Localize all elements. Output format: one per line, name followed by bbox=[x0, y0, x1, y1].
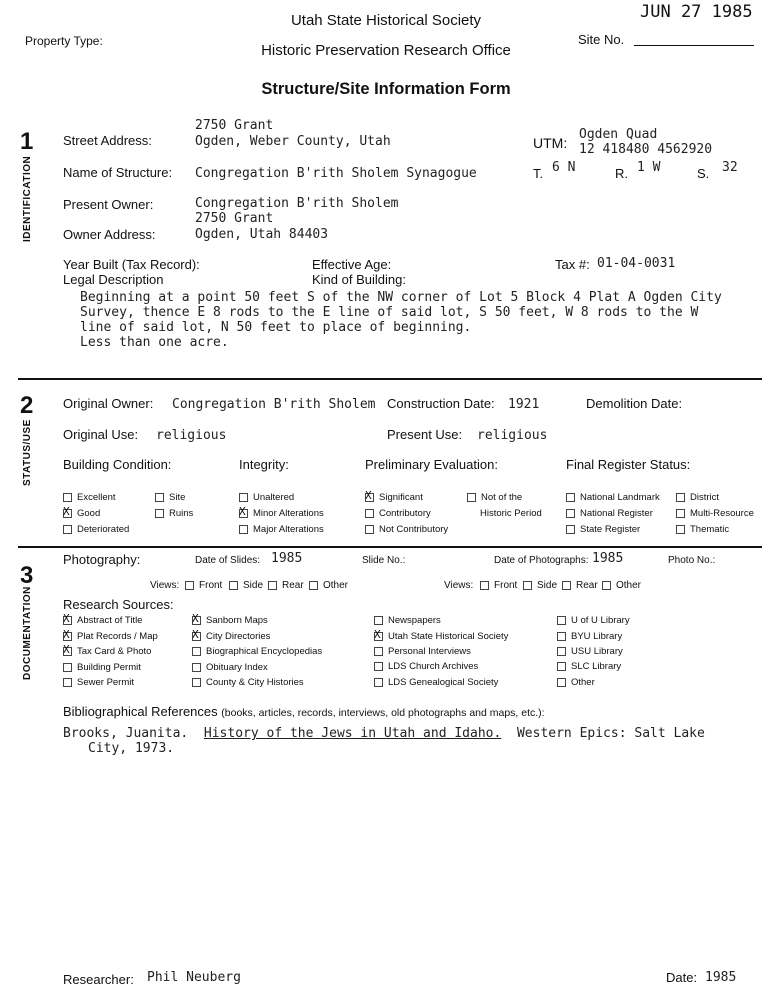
source-option[interactable]: U of U Library bbox=[557, 615, 630, 626]
original-use-label: Original Use: bbox=[63, 427, 139, 442]
legal-description-line: Beginning at a point 50 feet S of the NW corner of Lot 5 Block 4 Plat A Ogden City bbox=[80, 290, 722, 305]
source-option[interactable]: XSanborn Maps bbox=[192, 615, 268, 626]
checkbox[interactable] bbox=[309, 581, 318, 590]
checkbox[interactable] bbox=[63, 525, 72, 534]
status-use-label: STATUS/USE bbox=[22, 419, 33, 486]
checkbox[interactable] bbox=[602, 581, 611, 590]
source-option[interactable]: Obituary Index bbox=[192, 662, 268, 673]
register-state-register-option[interactable]: State Register bbox=[566, 524, 640, 535]
prelim-significant-option[interactable]: XSignificant bbox=[365, 492, 423, 503]
checkbox[interactable] bbox=[566, 493, 575, 502]
checkbox[interactable] bbox=[239, 493, 248, 502]
source-option[interactable]: XUtah State Historical Society bbox=[374, 631, 508, 642]
street-line-1: 2750 Grant bbox=[195, 118, 274, 133]
checkbox[interactable] bbox=[192, 663, 201, 672]
checkbox[interactable] bbox=[374, 678, 383, 687]
structure-name-value: Congregation B'rith Sholem Synagogue bbox=[195, 166, 477, 181]
year-built-label: Year Built (Tax Record): bbox=[63, 257, 200, 272]
date-of-slides-value: 1985 bbox=[271, 551, 303, 566]
original-owner-label: Original Owner: bbox=[63, 396, 154, 411]
preliminary-evaluation-label: Preliminary Evaluation: bbox=[365, 457, 498, 472]
source-option[interactable]: Biographical Encyclopedias bbox=[192, 646, 322, 657]
footer-date-label: Date: bbox=[666, 970, 698, 985]
checkbox[interactable] bbox=[192, 678, 201, 687]
slides-view-rear-option[interactable]: Rear bbox=[268, 580, 304, 591]
checkbox[interactable] bbox=[374, 662, 383, 671]
condition-ruins-option[interactable]: Ruins bbox=[155, 508, 193, 519]
township-label: T. bbox=[533, 166, 544, 181]
office-name: Historic Preservation Research Office bbox=[261, 42, 511, 59]
slides-view-other-option[interactable]: Other bbox=[309, 580, 348, 591]
building-condition-label: Building Condition: bbox=[63, 457, 172, 472]
integrity-label: Integrity: bbox=[239, 457, 289, 472]
date-of-photographs-value: 1985 bbox=[592, 551, 624, 566]
legal-description-line: Survey, thence E 8 rods to the E line of said lot, S 50 feet, W 8 rods to the W bbox=[80, 305, 699, 320]
photos-view-front-option[interactable]: Front bbox=[480, 580, 517, 591]
original-owner-value: Congregation B'rith Sholem bbox=[172, 397, 376, 412]
checkbox[interactable] bbox=[557, 662, 566, 671]
checkbox[interactable] bbox=[268, 581, 277, 590]
biblio-label: Bibliographical References bbox=[63, 704, 218, 719]
checkbox[interactable] bbox=[676, 509, 685, 518]
checkbox-checked[interactable] bbox=[374, 632, 383, 641]
section-label: S. bbox=[697, 166, 710, 181]
final-register-status-label: Final Register Status: bbox=[566, 457, 691, 472]
source-option[interactable]: LDS Genealogical Society bbox=[374, 677, 498, 688]
utm-label: UTM: bbox=[533, 135, 568, 151]
checkbox[interactable] bbox=[557, 678, 566, 687]
range-value: 1 W bbox=[637, 160, 661, 175]
construction-date-label: Construction Date: bbox=[387, 396, 495, 411]
checkbox-checked[interactable] bbox=[192, 616, 201, 625]
source-option[interactable]: XTax Card & Photo bbox=[63, 646, 151, 657]
source-option[interactable]: Building Permit bbox=[63, 662, 141, 673]
photos-view-other-option[interactable]: Other bbox=[602, 580, 641, 591]
checkbox[interactable] bbox=[374, 647, 383, 656]
source-option[interactable]: Sewer Permit bbox=[63, 677, 134, 688]
checkbox[interactable] bbox=[676, 525, 685, 534]
source-option[interactable]: XAbstract of Title bbox=[63, 615, 142, 626]
owner-address-line-1: 2750 Grant bbox=[195, 211, 274, 226]
checkbox-checked[interactable] bbox=[365, 493, 374, 502]
prelim-not-contributory-option[interactable]: Not Contributory bbox=[365, 524, 448, 535]
checkbox[interactable] bbox=[155, 509, 164, 518]
present-use-label: Present Use: bbox=[387, 427, 463, 442]
section-divider bbox=[18, 378, 762, 380]
construction-date-value: 1921 bbox=[508, 397, 540, 412]
owner-address-line-2: Ogden, Utah 84403 bbox=[195, 227, 329, 242]
source-option[interactable]: LDS Church Archives bbox=[374, 661, 478, 672]
checkbox-checked[interactable] bbox=[239, 509, 248, 518]
photos-view-side-option[interactable]: Side bbox=[523, 580, 557, 591]
section-1-number: 1 bbox=[20, 128, 34, 155]
researcher-label: Researcher: bbox=[63, 972, 134, 987]
register-national-register-option[interactable]: National Register bbox=[566, 508, 653, 519]
prelim-contributory-option[interactable]: Contributory bbox=[365, 508, 431, 519]
bibliography-entry bbox=[63, 726, 705, 741]
integrity-minor-option[interactable]: XMinor Alterations bbox=[239, 508, 324, 519]
section-value: 32 bbox=[722, 160, 738, 175]
checkbox[interactable] bbox=[562, 581, 571, 590]
source-option[interactable]: XPlat Records / Map bbox=[63, 631, 158, 642]
checkbox[interactable] bbox=[229, 581, 238, 590]
tax-number-value: 01-04-0031 bbox=[597, 256, 676, 271]
source-option[interactable]: Personal Interviews bbox=[374, 646, 471, 657]
kind-of-building-label: Kind of Building: bbox=[312, 272, 406, 287]
present-owner-label: Present Owner: bbox=[63, 197, 154, 212]
biblio-title: History of the Jews in Utah and Idaho. bbox=[203, 726, 502, 741]
checkbox[interactable] bbox=[523, 581, 532, 590]
range-label: R. bbox=[615, 166, 628, 181]
source-option[interactable]: Newspapers bbox=[374, 615, 441, 626]
integrity-unaltered-option[interactable]: Unaltered bbox=[239, 492, 294, 503]
site-no-label: Site No. bbox=[578, 32, 625, 47]
photos-view-rear-option[interactable]: Rear bbox=[562, 580, 598, 591]
date-of-photographs-label: Date of Photographs: bbox=[494, 555, 589, 566]
checkbox-checked[interactable] bbox=[63, 647, 72, 656]
township-value: 6 N bbox=[552, 160, 576, 175]
checkbox[interactable] bbox=[63, 493, 72, 502]
checkbox[interactable] bbox=[365, 525, 374, 534]
property-type-label: Property Type: bbox=[25, 34, 103, 48]
checkbox[interactable] bbox=[557, 616, 566, 625]
legal-description-line: Less than one acre. bbox=[80, 335, 229, 350]
photography-label: Photography: bbox=[63, 552, 141, 567]
checkbox[interactable] bbox=[676, 493, 685, 502]
register-national-landmark-option[interactable]: National Landmark bbox=[566, 492, 660, 503]
identification-label: IDENTIFICATION bbox=[22, 155, 33, 242]
checkbox[interactable] bbox=[557, 647, 566, 656]
present-use-value: religious bbox=[477, 428, 548, 443]
checkbox[interactable] bbox=[63, 663, 72, 672]
form-title: Structure/Site Information Form bbox=[261, 80, 511, 98]
condition-good-option[interactable]: XGood bbox=[63, 508, 100, 519]
prelim-not-of-period-option[interactable]: Not of the bbox=[467, 492, 522, 503]
utm-quad: Ogden Quad bbox=[579, 127, 658, 142]
checkbox[interactable] bbox=[467, 493, 476, 502]
documentation-label: DOCUMENTATION bbox=[22, 586, 33, 680]
biblio-publisher: Western Epics: Salt Lake bbox=[516, 726, 705, 741]
biblio-note: (books, articles, records, interviews, old photographs and maps, etc.): bbox=[221, 707, 545, 719]
legal-description-label: Legal Description bbox=[63, 272, 164, 287]
source-option[interactable]: County & City Histories bbox=[192, 677, 304, 688]
legal-description-line: line of said lot, N 50 feet to place of beginning. bbox=[80, 320, 472, 335]
register-multi-resource-option[interactable]: Multi-Resource bbox=[676, 508, 754, 519]
owner-address-label: Owner Address: bbox=[63, 227, 156, 242]
checkbox-checked[interactable] bbox=[63, 616, 72, 625]
condition-deteriorated-option[interactable]: Deteriorated bbox=[63, 524, 129, 535]
checkbox[interactable] bbox=[239, 525, 248, 534]
source-option[interactable]: USU Library bbox=[557, 646, 623, 657]
checkbox[interactable] bbox=[155, 493, 164, 502]
utm-coordinates: 12 418480 4562920 bbox=[579, 142, 713, 157]
photos-views-label: Views: bbox=[444, 580, 474, 591]
effective-age-label: Effective Age: bbox=[312, 257, 392, 272]
structure-name-label: Name of Structure: bbox=[63, 165, 173, 180]
bibliography-entry-line-2: City, 1973. bbox=[88, 741, 175, 756]
present-owner-value: Congregation B'rith Sholem bbox=[195, 196, 399, 211]
checkbox-checked[interactable] bbox=[63, 509, 72, 518]
slides-view-side-option[interactable]: Side bbox=[229, 580, 263, 591]
street-line-2: Ogden, Weber County, Utah bbox=[195, 134, 391, 149]
street-address-label: Street Address: bbox=[63, 133, 152, 148]
section-divider bbox=[18, 546, 762, 548]
condition-excellent-option[interactable]: Excellent bbox=[63, 492, 116, 503]
checkbox[interactable] bbox=[192, 647, 201, 656]
tax-number-label: Tax #: bbox=[555, 257, 590, 272]
integrity-major-option[interactable]: Major Alterations bbox=[239, 524, 324, 535]
research-sources-label: Research Sources: bbox=[63, 597, 174, 612]
checkbox[interactable] bbox=[566, 525, 575, 534]
not-of-period-label-line-2: Historic Period bbox=[480, 508, 542, 519]
footer-date-value: 1985 bbox=[705, 970, 737, 985]
original-use-value: religious bbox=[156, 428, 227, 443]
demolition-date-label: Demolition Date: bbox=[586, 396, 683, 411]
checkbox[interactable] bbox=[63, 678, 72, 687]
slides-views-label: Views: bbox=[150, 580, 180, 591]
section-2-number: 2 bbox=[20, 392, 34, 419]
source-option[interactable]: BYU Library bbox=[557, 631, 622, 642]
photo-no-label: Photo No.: bbox=[668, 555, 716, 566]
checkbox-checked[interactable] bbox=[192, 632, 201, 641]
checkbox[interactable] bbox=[557, 632, 566, 641]
biblio-author: Brooks, Juanita. bbox=[63, 726, 189, 741]
register-district-option[interactable]: District bbox=[676, 492, 719, 503]
checkbox[interactable] bbox=[185, 581, 194, 590]
researcher-value: Phil Neuberg bbox=[147, 970, 241, 985]
condition-site-option[interactable]: Site bbox=[155, 492, 185, 503]
section-3-number: 3 bbox=[20, 562, 34, 589]
org-name: Utah State Historical Society bbox=[290, 12, 482, 29]
register-thematic-option[interactable]: Thematic bbox=[676, 524, 729, 535]
slides-view-front-option[interactable]: Front bbox=[185, 580, 222, 591]
checkbox[interactable] bbox=[480, 581, 489, 590]
source-option[interactable]: SLC Library bbox=[557, 661, 621, 672]
checkbox[interactable] bbox=[374, 616, 383, 625]
source-option[interactable]: XCity Directories bbox=[192, 631, 270, 642]
checkbox-checked[interactable] bbox=[63, 632, 72, 641]
date-of-slides-label: Date of Slides: bbox=[195, 555, 261, 566]
checkbox[interactable] bbox=[365, 509, 374, 518]
checkbox[interactable] bbox=[566, 509, 575, 518]
bibliographical-references-heading bbox=[63, 704, 545, 719]
received-date-stamp: JUN 27 1985 bbox=[640, 2, 753, 22]
slide-no-label: Slide No.: bbox=[362, 555, 406, 566]
source-option[interactable]: Other bbox=[557, 677, 595, 688]
